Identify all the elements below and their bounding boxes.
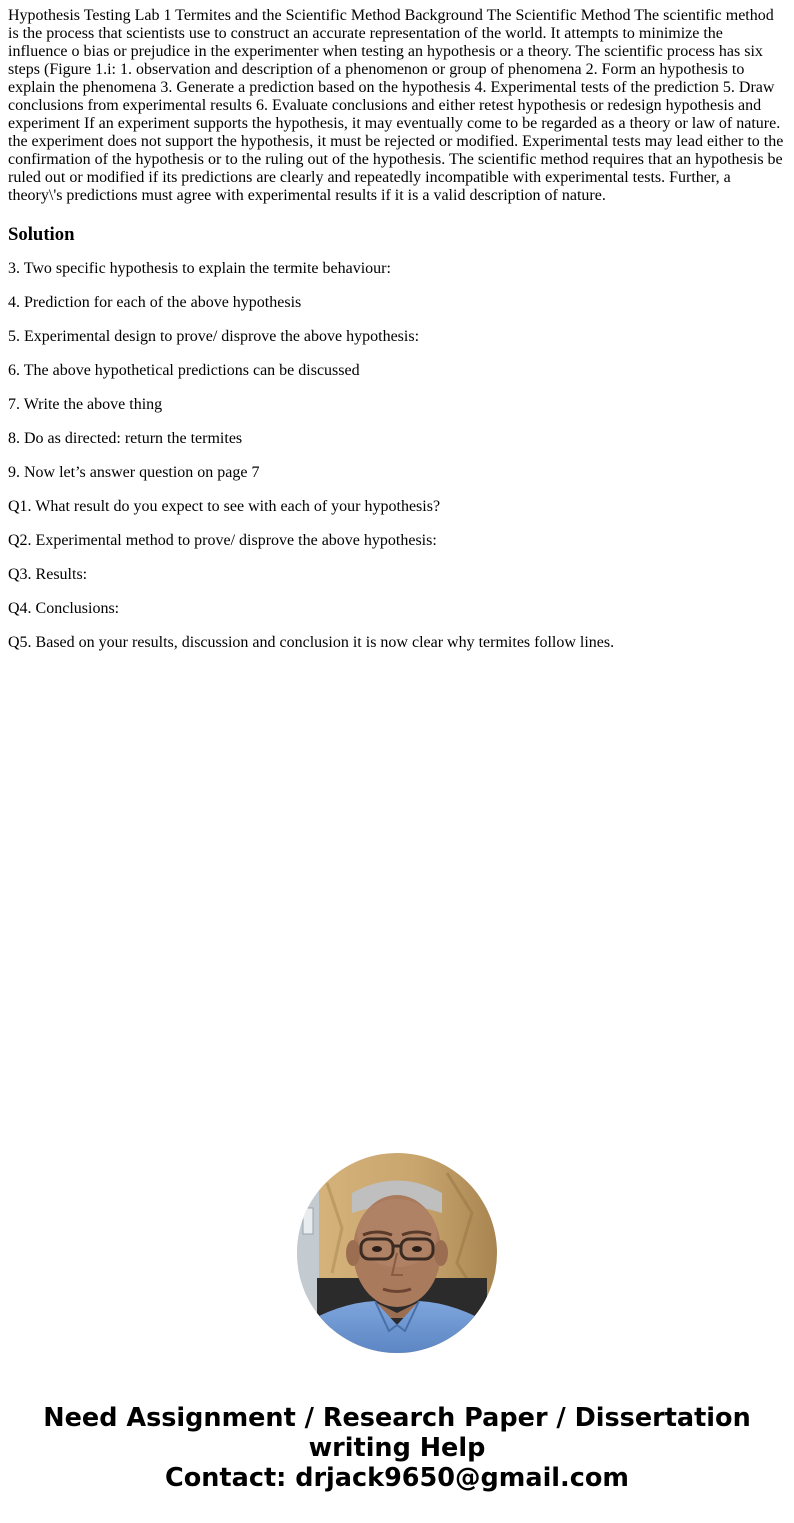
answer-list [8,260,786,652]
answer-item: 7. Write the above thing [8,396,163,413]
answer-item: 5. Experimental design to prove/ disprove the above hypothesis: [8,328,420,345]
answer-item: 9. Now let’s answer question on page 7 [8,464,260,481]
answer-item: Q4. Conclusions: [8,600,120,617]
answer-item: Q1. What result do you expect to see with each of your hypothesis? [8,498,441,515]
answer-item: Q2. Experimental method to prove/ disprove the above hypothesis: [8,532,437,549]
promo-line-2: writing Help [308,1433,486,1463]
promo-banner [0,1403,794,1493]
intro-paragraph: Hypothesis Testing Lab 1 Termites and the Scientific Method Background The Scientific Method The scientific method is the process that scientists use to construct an accurate representation of the world. It attempts to minimize the influence o bias or prejudice in the experimenter when testing an hypothesis or a theory. The scientific process has six steps (Figure 1.i: 1. observation and description of a phenomenon or group of phenomena 2. Form an hypothesis to explain the phenomena 3. Generate a prediction based on the hypothesis 4. Experimental tests of the prediction 5. Draw conclusions from experimental results 6. Evaluate conclusions and either retest hypothesis or redesign hypothesis and experiment If an experiment supports the hypothesis, it may eventually come to be regarded as a theory or law of nature. the experiment does not support the hypothesis, it must be rejected or modified. Experimental tests may lead either to the confirmation of the hypothesis or to the ruling out of the hypothesis. The scientific method requires that an hypothesis be ruled out or modified if its predictions are clearly and repeatedly incompatible with experimental tests. Further, a theory\'s predictions must agree with experimental results if it is a valid description of nature. [8,7,784,204]
document-content [8,7,786,668]
answer-item: Q5. Based on your results, discussion and conclusion it is now clear why termites follow lines. [8,634,615,651]
answer-item: 4. Prediction for each of the above hypothesis [8,294,302,311]
author-avatar [297,1153,497,1353]
answer-item: 8. Do as directed: return the termites [8,430,243,447]
avatar-portrait [297,1153,497,1353]
promo-contact: Contact: drjack9650@gmail.com [165,1463,629,1493]
promo-line-1: Need Assignment / Research Paper / Dissertation [43,1403,751,1433]
answer-item: 3. Two specific hypothesis to explain the termite behaviour: [8,260,391,277]
solution-heading: Solution [8,224,75,245]
answer-item: Q3. Results: [8,566,88,583]
answer-item: 6. The above hypothetical predictions can be discussed [8,362,360,379]
